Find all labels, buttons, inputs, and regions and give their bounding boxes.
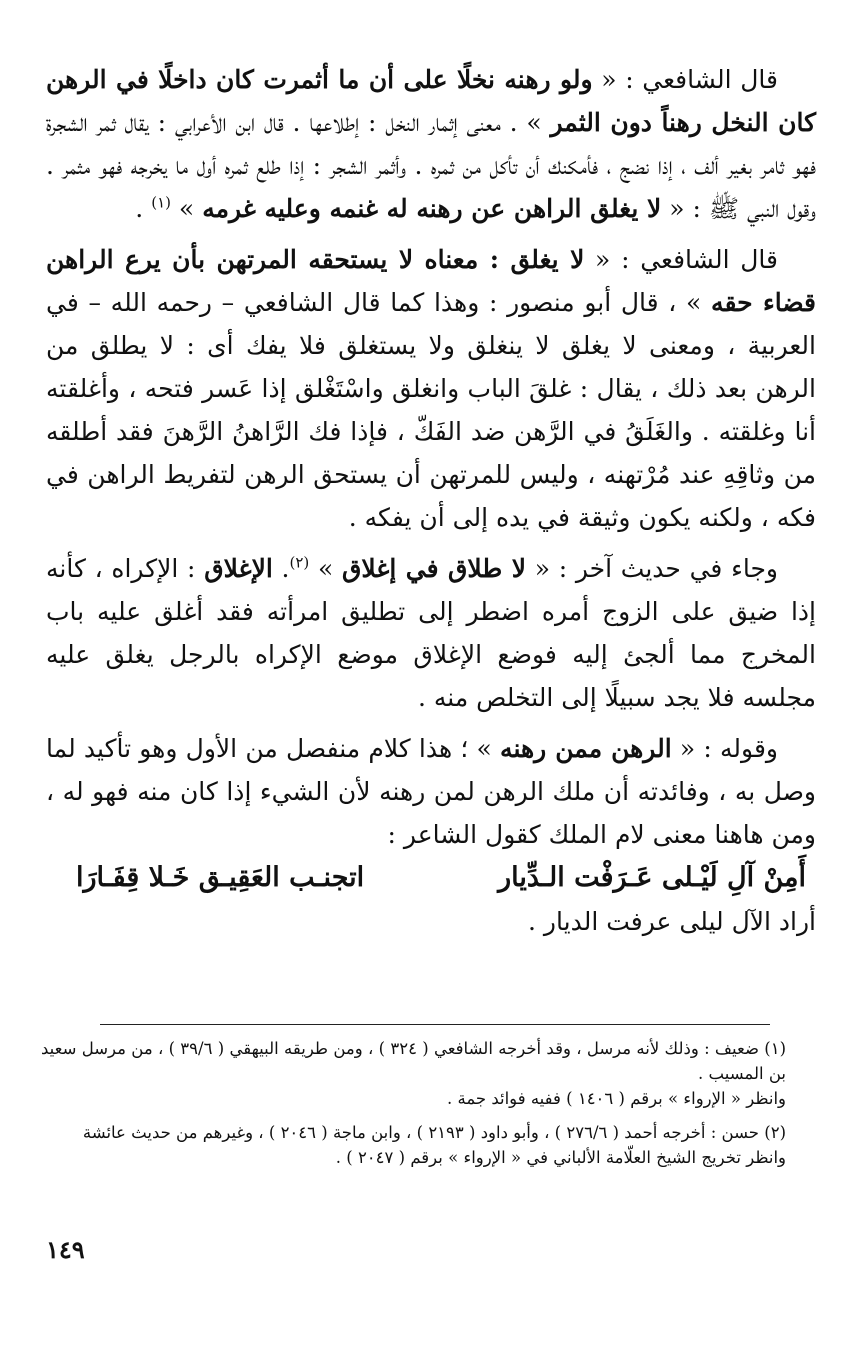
text-segment: : الإكراه ، كأنه إذا ضيق على الزوج أمره اضطر إلى تطليق امرأته فقد أغلق عليه باب المخرج مما ألجئ إليه فوضع الإغلاق موضع الإكراه بالرجل يغلق عليه مجلسه فلا يجد سبيلًا إلى التخلص منه . — [46, 554, 816, 712]
text-segment: . — [135, 194, 152, 223]
text-segment: » — [309, 554, 342, 583]
bold-quote: الرهن ممن رهنه — [500, 734, 672, 763]
paragraph-2 — [46, 238, 816, 539]
bold-term: الإغلاق — [204, 554, 273, 583]
paragraph-4 — [46, 727, 816, 856]
verse-first-hemistich: أَمِنْ آلِ لَيْـلى عَـرَفْت الـدِّيار — [498, 862, 806, 893]
footnotes — [41, 1036, 816, 1170]
text-segment: » ؛ هذا كلام منفصل من الأول وهو تأكيد لما وصل به ، وفائدته أن ملك الرهن لمن رهنه لأن الشيء إذا كان منه فهو له ، ومن هاهنا معنى لام الملك كقول الشاعر : — [46, 734, 816, 849]
text-segment: وقوله : « — [671, 734, 778, 763]
verse-second-hemistich: اتجنـب العَقِيـق خَـلا قِفَـارَا — [76, 862, 365, 893]
footnote-1-continuation: وانظر « الإرواء » برقم ( ١٤٠٦ ) ففيه فوائد جمة . — [447, 1089, 786, 1108]
hadith-quote: لا يغلق الراهن عن رهنه له غنمه وعليه غرمه — [202, 194, 662, 223]
footnote-2: (٢) حسن : أخرجه أحمد ( ٢٧٦/٦ ) ، وأبو داود ( ٢١٩٣ ) ، وابن ماجة ( ٢٠٤٦ ) ، وغيرهم من حديث عائشة — [82, 1123, 786, 1142]
text-segment: » . معنى إثمار النخل : إطلاعها . قال ابن الأعرابي : يقال ثمر الشجرة فهو ثامر بغير ألف ، إذا نضج ، فأمكنك أن تأكل من ثمره . وأثمر الشجر : إذا طلع ثمره أول ما يخرجه فهو مثمر . وقول النبي ﷺ : « — [46, 108, 816, 223]
text-segment: وجاء في حديث آخر : « — [525, 554, 778, 583]
footnote-ref-1[interactable]: (١) — [151, 193, 171, 212]
main-text — [46, 58, 816, 951]
footnote-2-continuation: وانظر تخريج الشيخ العلّامة الألباني في « الإرواء » برقم ( ٢٠٤٧ ) . — [335, 1148, 786, 1167]
footnote-ref-2[interactable]: (٢) — [289, 553, 310, 572]
text-segment: » — [170, 194, 203, 223]
after-verse-line: أراد الآل ليلى عرفت الديار . — [528, 907, 816, 936]
footnote-1: (١) ضعيف : وذلك لأنه مرسل ، وقد أخرجه الشافعي ( ٣٢٤ ) ، ومن طريقه البيهقي ( ٣٩/٦ ) ، من مرسل سعيد بن المسيب . — [41, 1039, 786, 1083]
bold-quote: لا يغلق : معناه لا يستحقه المرتهن بأن يرع الراهن قضاء حقه — [46, 245, 816, 317]
text-segment: » ، قال أبو منصور : وهذا كما قال الشافعي – رحمه الله – في العربية ، ومعنى لا يغلق لا ينغلق ولا يستغلق فلا يفك أى : لا يطلق من الرهن بعد ذلك ، يقال : غلقَ الباب وانغلق واسْتَغْلق إذا عَسر فتحه ، وأغلقته أنا وغلقته . والغَلَقُ في الرَّهن ضد الفَكّ ، فإذا فك الرَّاهنُ الرَّهنَ فقد أطلقه من وثاقِهِ عند مُرْتهنه ، وليس للمرتهن أن يستحق الرهن لتفريط الراهن في فكه ، ولكنه يكون وثيقة في يده إلى أن يفكه . — [46, 288, 816, 532]
paragraph-1 — [46, 58, 816, 230]
footnote-divider — [100, 1024, 770, 1025]
text-segment: . — [272, 554, 290, 583]
bold-quote: ولو رهنه نخلًا على أن ما أثمرت كان داخلًا في الرهن كان النخل رهناً دون الثمر — [46, 65, 816, 137]
text-segment: قال الشافعي : « — [592, 65, 778, 94]
paragraph-3 — [46, 547, 816, 719]
hadith-quote: لا طلاق في إغلاق — [341, 554, 526, 583]
text-segment: قال الشافعي : « — [584, 245, 778, 274]
page-number: ١٤٩ — [46, 1235, 85, 1264]
poetry-verse — [76, 856, 806, 900]
